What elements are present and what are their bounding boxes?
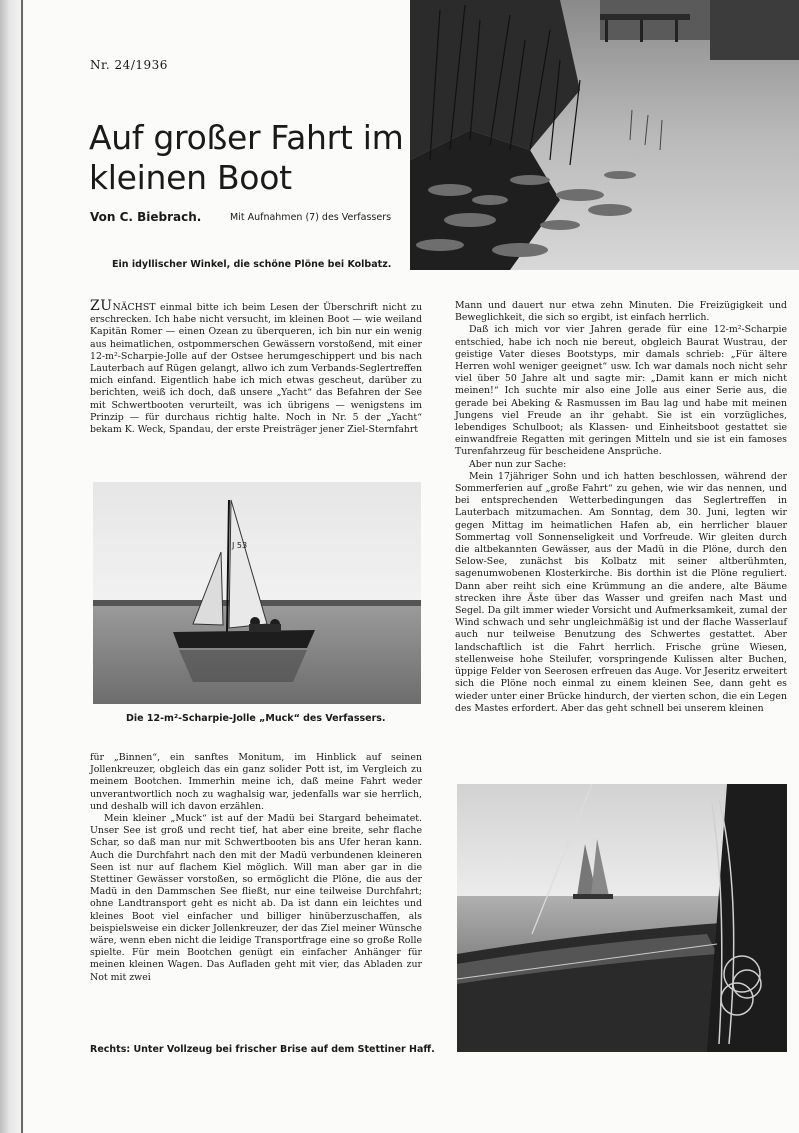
paragraph-intro-text: NÄCHST einmal bitte ich beim Lesen der Überschrift nicht zu erschrecken. Ich habe nicht versucht, im kleinen Boot — wie weiland Kapitän Romer — einen Ozean zu überqueren, ich bin nur ein wenig aus heimatlichen, ostpommerschen Gewässern vorstoßend, mit einer 12-m²-Scharpie-Jolle auf der Ostsee herumgeschippert und bis nach Lauterbach auf Rügen gelangt, allwo ich zum Verbands-Seglertreffen mich einfand. Eigentlich habe ich mich etwas gescheut, darüber zu berichten, weiß ich doch, daß unsere „Yacht“ das Befahren der See mit Schwertbooten verurteilt, was ich übrigens — wenigstens im Prinzip — für durchaus richtig halte. Noch in Nr. 5 der „Yacht“ bekam K. Weck, Spandau, der erste Preisträger jener Ziel-Sternfahrt: [90, 302, 422, 436]
article-title: [89, 118, 409, 198]
title-line-1: Auf großer Fahrt im: [89, 118, 404, 157]
left-column-bottom: [90, 752, 422, 984]
caption-bottom-photo: Rechts: Unter Vollzeug bei frischer Brise auf dem Stettiner Haff.: [90, 1044, 435, 1055]
paragraph-sache: Aber nun zur Sache:: [469, 458, 567, 470]
issue-number: Nr. 24/1936: [90, 58, 168, 72]
sail-number: J 53: [232, 541, 248, 550]
drop-cap: ZU: [90, 298, 113, 314]
left-column-top: [90, 300, 422, 436]
paragraph-freizuegigkeit: Mann und dauert nur etwa zehn Minuten. Die Freizügigkeit und Beweglichkeit, die sich so ergibt, ist einfach herrlich.: [455, 300, 787, 324]
binding-line: [21, 0, 23, 1133]
caption-top-photo: Ein idyllischer Winkel, die schöne Plöne bei Kolbatz.: [112, 259, 392, 270]
paragraph-binnen: für „Binnen“, ein sanftes Monitum, im Hinblick auf seinen Jollenkreuzer, obgleich das ein ganz solider Pott ist, im Vergleich zu meinem Bootchen. Immerhin meine ich, daß meine Fahrt weder unverantwortlich noch zu waghalsig war, jedenfalls war sie herrlich, und deshalb will ich davon erzählen.: [90, 752, 422, 812]
photo-credit: Mit Aufnahmen (7) des Verfassers: [230, 212, 392, 223]
paragraph-scharpie: Daß ich mich vor vier Jahren gerade für eine 12-m²-Scharpie entschied, habe ich noch nie bereut, obgleich Baurat Wustrau, der geistige Vater dieses Bootstyps, mir damals schrieb: „Für ältere Herren wohl weniger geeignet“ usw. Ich war damals noch nicht sehr viel über 50 Jahre alt und sagte mir: „Damit kann er mich nicht meinen!“ Ich suchte mir also eine Jolle aus einer Serie aus, die gerade bei Abeking & Rasmussen im Bau lag und habe mit meinen Jungens viel Freude an ihr gehabt. Sie ist ein vorzügliches, lebendiges Schulboot; als Klassen- und Einheitsboot gestattet sie einwandfreie Regatten mit geringen Mitteln und sie ist ein famoses Turenfahrzeug für bescheidene Ansprüche.: [455, 324, 787, 458]
paragraph-intro: [90, 300, 422, 436]
paragraph-muck: Mein kleiner „Muck“ ist auf der Madü bei Stargard beheimatet. Unser See ist groß und recht tief, hat aber eine breite, sehr flache Schar, so daß man nur mit Schwertbooten bis ans Ufer heran kann. Auch die Durchfahrt nach den mit der Madü verbundenen kleineren Seen ist nur auf flachem Kiel möglich. Will man aber gar in die Stettiner Gewässer vorstoßen, so ermöglicht die Plöne, die aus der Madü in den Dammschen See fließt, nur eine teilweise Durchfahrt; ohne Landtransport geht es nicht ab. Da ist dann ein leichtes und kleines Boot viel einfacher und billiger hinüberzuschaffen, als beispielsweise ein dicker Jollenkreuzer, der das Ziel meiner Wünsche wäre, wenn eben nicht die leidige Transportfrage eine so große Rolle spielte. Für mein Bootchen genügt ein einfacher Anhänger für meinen kleinen Wagen. Das Aufladen geht mit vier, das Abladen zur Not mit zwei: [90, 813, 422, 983]
right-column: [455, 300, 787, 715]
photo-river-ploene: [410, 0, 799, 270]
title-line-2: kleinen Boot: [89, 158, 292, 197]
caption-middle-photo: Die 12-m²-Scharpie-Jolle „Muck“ des Verfassers.: [126, 713, 386, 724]
author-byline: Von C. Biebrach.: [90, 210, 202, 224]
paragraph-fahrt: Mein 17jähriger Sohn und ich hatten beschlossen, während der Sommerferien auf „große Fahrt“ zu gehen, wie wir das nennen, und bei entsprechenden Wetterbedingungen das Seglertreffen in Lauterbach mitzumachen. Am Sonntag, dem 30. Juni, legten wir gegen Mittag im heimatlichen Hafen ab, ein herrlicher blauer Sommertag voll Sonnenseligkeit und Vorfreude. Wir gleiten durch die altbekannten Gewässer, aus der Madü in die Plöne, durch den Selow-See, zunächst bis Kolbatz mit seiner altberühmten, sagenumwobenen Klosterkirche. Bis dorthin ist die Plöne reguliert. Dann aber reiht sich eine Krümmung an die andere, alte Bäume strecken ihre Äste über das Wasser und greifen nach Mast und Segel. Da gilt immer wieder Vorsicht und Aufmerksamkeit, zumal der Wind schwach und sehr ungleichmäßig ist und der flache Wasserlauf auch nur teilweise Benutzung des Schwertes gestattet. Aber landschaftlich ist die Fahrt herrlich. Frische grüne Wiesen, stellenweise hohe Steilufer, vorspringende Kulissen alter Buchen, üppige Felder von Seerosen erfreuen das Auge. Vor Jeseritz erweitert sich die Plöne noch einmal zu einem kleinen See, dann geht es wieder unter einer Brücke hindurch, der vierten schon, die ein Legen des Mastes erfordert. Aber das geht schnell bei unserem kleinen: [455, 470, 787, 714]
photo-stettiner-haff: [457, 784, 787, 1052]
photo-sailboat-muck: [93, 482, 421, 704]
